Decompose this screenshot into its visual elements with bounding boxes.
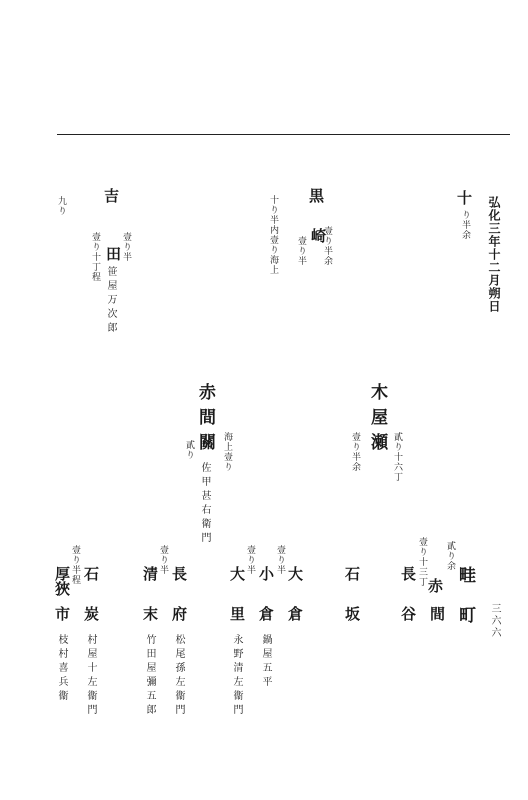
akama-sea-distance: 海上壹り (222, 432, 232, 472)
kiyosu-name: 末 (141, 606, 159, 621)
aze-name: 町 (455, 606, 475, 637)
ozato-note: 壹り半 (245, 545, 255, 575)
ogura-name: 倉 (257, 606, 275, 621)
sekitan-person: 村屋十左衞門 (85, 634, 96, 718)
akama-distance: 貳り (184, 440, 194, 460)
yoshida-distance-2: 壹り十丁程 (90, 232, 100, 282)
header-rule (57, 134, 510, 135)
sekitan-label: 石 (82, 566, 100, 581)
kuro-label: 黒 (307, 188, 325, 203)
ogura-label: 小 (257, 566, 275, 581)
naga-label: 長 (399, 566, 417, 581)
aka-name: 間 (428, 606, 446, 621)
ozato-label: 大 (228, 566, 246, 581)
aka-note: 貳り余 (445, 541, 455, 571)
ishi-label: 石 (343, 566, 361, 581)
upper-col1-top: 十 (455, 190, 473, 205)
aka-label: 赤 (426, 578, 444, 593)
sekitan-name: 炭 (82, 606, 100, 621)
naga-name: 谷 (399, 606, 417, 621)
upper-col1-note: り半余 (460, 210, 470, 240)
kiyase-distance-2: 壹り半余 (350, 432, 360, 472)
far-note: 九り (56, 196, 66, 216)
ozato-person: 永野清左衞門 (231, 634, 242, 718)
yoshida-distance: 壹り半 (121, 232, 131, 262)
oo-name: 倉 (286, 606, 304, 621)
asa-note: 壹り半程 (70, 545, 80, 585)
chofu-person: 松尾孫左衞門 (173, 634, 184, 718)
akama-person: 佐甲甚右衛門 (199, 462, 210, 546)
oo-label: 大 (286, 566, 304, 581)
kuro-saki-label: 崎 (309, 228, 327, 243)
kiyosu-label: 清 (141, 566, 159, 581)
kiyase-label: 木屋瀬 (367, 383, 387, 458)
chofu-label: 長 (170, 566, 188, 581)
asa-label: 厚狹 (53, 566, 71, 596)
page-number: 三六六 (489, 603, 500, 639)
asa-person: 枝村喜兵衞 (56, 634, 67, 704)
kiyosu-person: 竹田屋彌五郎 (144, 634, 155, 718)
kuro-distance-2: 壹り半 (296, 236, 306, 266)
yoshida-person: 笹屋万次郎 (105, 266, 116, 336)
asa-name: 市 (53, 606, 71, 621)
kiyosu-note: 壹り半 (158, 545, 168, 575)
upper-col2-text: 十り半内壹り海上 (268, 195, 278, 275)
ishi-name: 坂 (343, 606, 361, 621)
date-header: 弘化三年十二月朔日 (487, 196, 501, 313)
naga-note: 壹り十三丁 (417, 537, 427, 587)
kiyase-distance: 貳り十六丁 (392, 432, 402, 482)
ogura-person: 鍋屋五平 (260, 634, 271, 690)
ogura-note: 壹り半 (275, 545, 285, 575)
ta-label: 田 (104, 246, 122, 261)
chofu-name: 府 (170, 606, 188, 621)
ozato-name: 里 (228, 606, 246, 621)
akama-label: 赤間關 (195, 383, 215, 458)
aze-label: 畦 (455, 566, 475, 597)
kuro-distance: 壹り半余 (322, 226, 332, 266)
yoshi-label: 吉 (102, 188, 120, 203)
